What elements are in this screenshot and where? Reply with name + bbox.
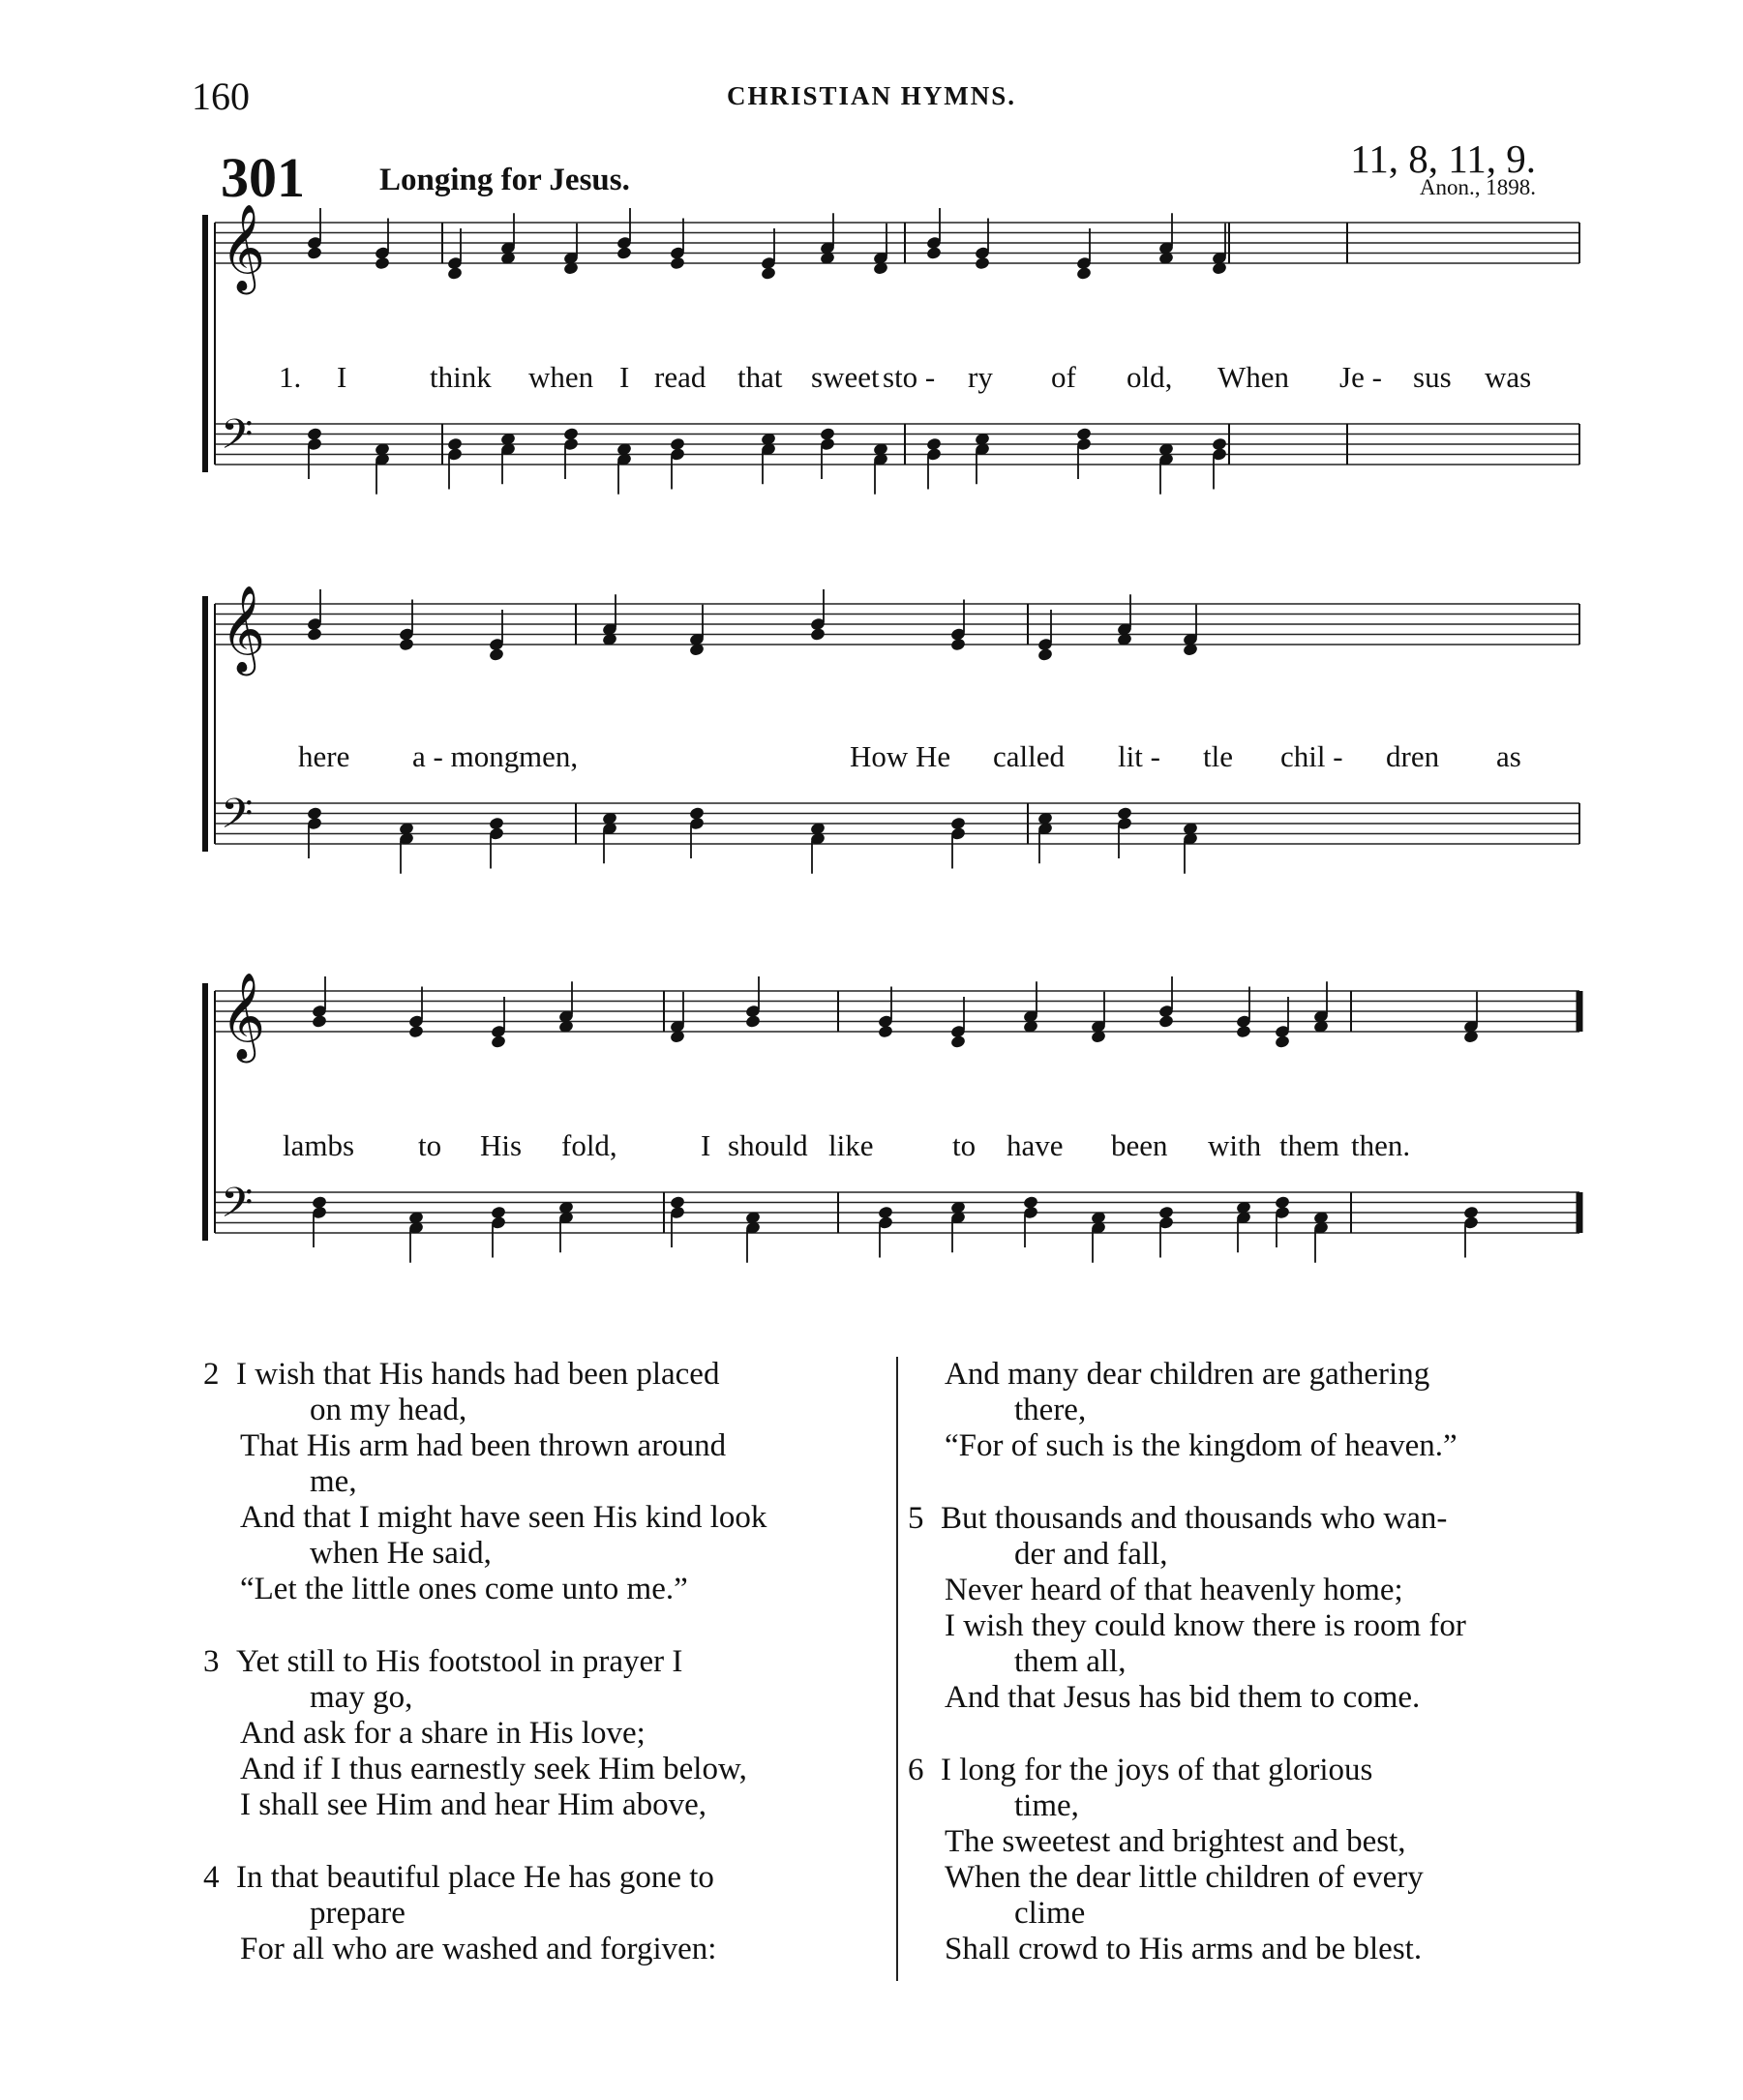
- stanza-number: 2: [203, 1357, 220, 1392]
- stanza-number: 5: [908, 1501, 924, 1536]
- note-head: [375, 255, 391, 270]
- stanza-line: on my head,: [310, 1393, 467, 1427]
- lyric-syllable: dren: [1386, 739, 1440, 773]
- stanza-number: 6: [908, 1753, 924, 1787]
- stanza-line: And many dear children are gathering: [945, 1357, 1430, 1392]
- treble-clef-icon: 𝄞: [221, 974, 266, 1058]
- lyric-syllable: then.: [1351, 1128, 1411, 1162]
- note-head: [810, 627, 826, 642]
- stanza-line: I wish they could know there is room for: [945, 1608, 1466, 1643]
- stanza: [908, 1357, 1585, 1464]
- lyric-syllable: men,: [519, 739, 579, 773]
- lyric-syllable: that: [737, 360, 783, 394]
- stanza-line: time,: [1014, 1788, 1079, 1823]
- note-head: [950, 637, 967, 651]
- stanza-number: 3: [203, 1644, 220, 1679]
- lyric-syllable: of: [1051, 360, 1076, 394]
- note-head: [950, 1035, 967, 1049]
- lyric-syllable: chil -: [1280, 739, 1343, 773]
- lyric-syllable: like: [828, 1128, 874, 1162]
- note-head: [670, 255, 686, 270]
- stanza-line: I wish that His hands had been placed: [236, 1357, 720, 1392]
- hymn-meter: 11, 8, 11, 9.: [1350, 136, 1536, 181]
- lyric-syllable: His: [480, 1128, 523, 1162]
- lyric-syllable: How: [850, 739, 909, 773]
- note-head: [447, 266, 464, 281]
- stanza: [203, 1357, 890, 1607]
- stanza: [203, 1644, 890, 1823]
- lyric-syllable: I: [619, 360, 630, 394]
- stanza-line: And that Jesus has bid them to come.: [945, 1680, 1421, 1715]
- column-divider: [896, 1357, 898, 1981]
- stanza-line: And ask for a share in His love;: [240, 1716, 646, 1751]
- lyric-syllable: to: [418, 1128, 442, 1162]
- note-head: [1076, 266, 1093, 281]
- lyric-syllable: was: [1485, 360, 1532, 394]
- note-head: [399, 637, 415, 651]
- stanzas-right-column: [908, 1357, 1585, 2004]
- note-head: [1275, 1035, 1291, 1049]
- stanza-line: Yet still to His footstool in prayer I: [236, 1644, 683, 1679]
- note-head: [616, 246, 633, 260]
- stanza-line: clime: [1014, 1896, 1086, 1931]
- note-head: [878, 1024, 894, 1038]
- lyric-syllable: 1.: [279, 360, 302, 394]
- note-head: [975, 255, 991, 270]
- lyric-syllable: called: [993, 739, 1066, 773]
- stanza: [908, 1501, 1585, 1716]
- lyric-syllable: lit -: [1118, 739, 1160, 773]
- stanza-line: der and fall,: [1014, 1537, 1168, 1572]
- note-head: [312, 1014, 328, 1029]
- running-title: CHRISTIAN HYMNS.: [726, 81, 1017, 110]
- stanza-line: “Let the little ones come unto me.”: [240, 1572, 688, 1606]
- lyric-syllable: when: [528, 360, 594, 394]
- stanzas-left-column: [203, 1357, 890, 2004]
- stanza-line: And if I thus earnestly seek Him below,: [240, 1752, 747, 1786]
- stanza-line: The sweetest and brightest and best,: [945, 1824, 1406, 1859]
- lyric-syllable: old,: [1127, 360, 1173, 394]
- lyric-syllable: sweet: [811, 360, 880, 394]
- note-head: [1158, 1014, 1175, 1029]
- lyric-syllable: He: [916, 739, 951, 773]
- lyric-syllable: here: [298, 739, 350, 773]
- note-head: [307, 627, 323, 642]
- lyric-syllable: should: [728, 1128, 808, 1162]
- stanza-line: In that beautiful place He has gone to: [236, 1860, 714, 1895]
- note-head: [745, 1014, 762, 1029]
- lyric-syllable: as: [1496, 739, 1521, 773]
- lyric-syllable: with: [1208, 1128, 1262, 1162]
- lyric-syllable: When: [1217, 360, 1290, 394]
- bass-clef-icon: 𝄢: [221, 412, 254, 468]
- stanza-line: When the dear little children of every: [945, 1860, 1424, 1895]
- lyric-syllable: have: [1007, 1128, 1064, 1162]
- stanza-line: “For of such is the kingdom of heaven.”: [945, 1428, 1458, 1463]
- stanza-line: them all,: [1014, 1644, 1127, 1679]
- stanza-line: there,: [1014, 1393, 1087, 1427]
- stanza-line: Never heard of that heavenly home;: [945, 1573, 1403, 1607]
- lyric-syllable: Je -: [1339, 360, 1382, 394]
- lyric-syllable: think: [430, 360, 492, 394]
- stanza-line: Shall crowd to His arms and be blest.: [945, 1932, 1423, 1966]
- note-head: [489, 647, 505, 662]
- hymn-title: Longing for Jesus.: [379, 163, 630, 197]
- stanza-line: That His arm had been thrown around: [240, 1428, 727, 1463]
- note-head: [926, 246, 943, 260]
- stanza-line: And that I might have seen His kind look: [240, 1500, 767, 1535]
- note-head: [491, 1035, 507, 1049]
- stanza-line: I long for the joys of that glorious: [941, 1753, 1373, 1787]
- stanza-line: But thousands and thousands who wan-: [941, 1501, 1448, 1536]
- bass-clef-icon: 𝄢: [221, 1181, 254, 1237]
- note-head: [1236, 1024, 1252, 1038]
- page-number: 160: [192, 75, 250, 118]
- treble-clef-icon: 𝄞: [221, 586, 266, 671]
- stanza-line: I shall see Him and hear Him above,: [240, 1787, 707, 1822]
- lyric-syllable: read: [654, 360, 706, 394]
- lyric-syllable: been: [1111, 1128, 1168, 1162]
- note-head: [307, 246, 323, 260]
- lyric-syllable: to: [952, 1128, 977, 1162]
- lyric-syllable: ry: [968, 360, 993, 394]
- lyric-syllable: I: [701, 1128, 711, 1162]
- hymn-number: 301: [221, 146, 305, 209]
- stanza-line: may go,: [310, 1680, 413, 1715]
- stanza-line: prepare: [310, 1896, 406, 1931]
- note-head: [1037, 647, 1054, 662]
- lyric-syllable: sto -: [883, 360, 936, 394]
- stanza: [203, 1860, 890, 1967]
- stanza: [908, 1753, 1585, 1967]
- hymn-author: Anon., 1898.: [1419, 175, 1536, 199]
- bass-clef-icon: 𝄢: [221, 792, 254, 848]
- stanza-line: me,: [310, 1464, 357, 1499]
- lyric-syllable: I: [337, 360, 347, 394]
- stanza-line: when He said,: [310, 1536, 492, 1571]
- note-head: [408, 1024, 425, 1038]
- stanza-line: For all who are washed and forgiven:: [240, 1932, 717, 1966]
- lyric-syllable: a - mong: [412, 739, 520, 773]
- lyric-syllable: tle: [1203, 739, 1233, 773]
- stanza-number: 4: [203, 1860, 220, 1895]
- lyric-syllable: sus: [1413, 360, 1452, 394]
- treble-clef-icon: 𝄞: [221, 205, 266, 289]
- lyric-syllable: them: [1279, 1128, 1339, 1162]
- lyric-syllable: fold,: [561, 1128, 617, 1162]
- note-head: [761, 266, 777, 281]
- lyric-syllable: lambs: [283, 1128, 355, 1162]
